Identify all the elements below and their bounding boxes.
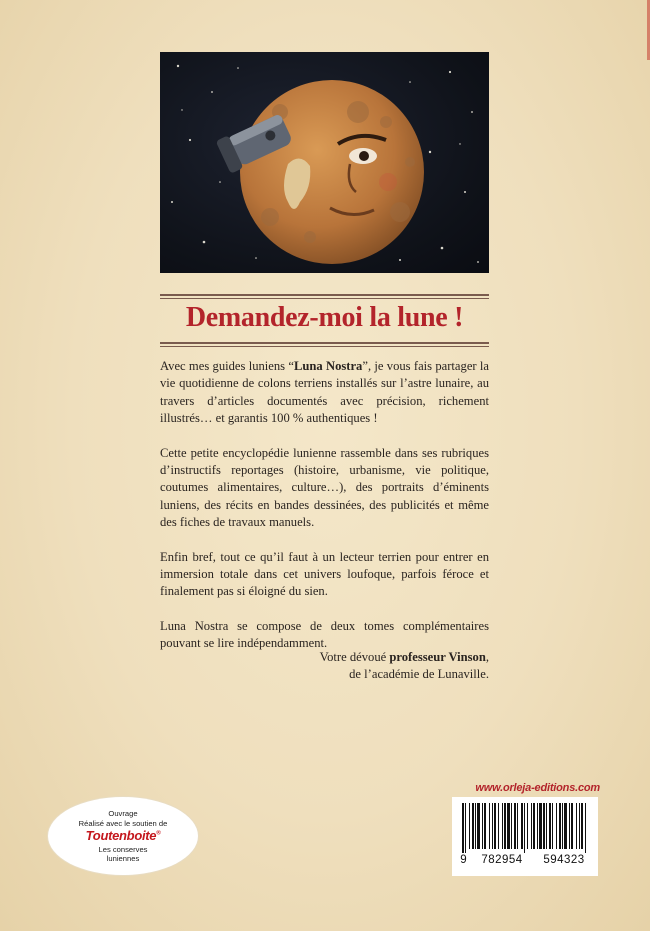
barcode-bar bbox=[502, 803, 503, 849]
paragraph-volumes: Luna Nostra se compose de deux tomes complémentaires pouvant se lire indépendamment. bbox=[160, 618, 489, 651]
barcode-bar bbox=[533, 803, 535, 849]
barcode-bar bbox=[472, 803, 474, 849]
barcode-bar bbox=[514, 803, 516, 849]
title-luna-nostra: Luna Nostra bbox=[293, 359, 363, 373]
signature-line-2: de l’académie de Lunaville. bbox=[349, 667, 489, 682]
barcode-bar bbox=[571, 803, 573, 849]
barcode-bar bbox=[564, 803, 567, 849]
barcode-bar bbox=[581, 803, 583, 849]
sponsor-brand: Toutenboite® bbox=[85, 828, 161, 843]
barcode-bars bbox=[460, 803, 590, 853]
barcode-bar bbox=[465, 803, 466, 853]
barcode-bar bbox=[562, 803, 563, 849]
barcode-bar bbox=[494, 803, 496, 849]
headline: Demandez-moi la lune ! bbox=[185, 302, 464, 333]
barcode-bar bbox=[492, 803, 493, 849]
barcode-bar bbox=[559, 803, 561, 849]
back-cover-text bbox=[160, 358, 489, 670]
barcode-bar bbox=[569, 803, 570, 849]
barcode-bar bbox=[507, 803, 510, 849]
barcode-bar bbox=[579, 803, 580, 849]
sponsor-line-4: Les conserves bbox=[98, 845, 148, 854]
headline-rule-top bbox=[160, 294, 489, 296]
barcode-bar bbox=[469, 803, 470, 849]
barcode-bar bbox=[539, 803, 542, 849]
barcode-bar bbox=[462, 803, 464, 853]
barcode-bar bbox=[504, 803, 506, 849]
barcode-bar bbox=[556, 803, 557, 849]
barcode-bar bbox=[477, 803, 480, 849]
publisher-website[interactable]: www.orleja-editions.com bbox=[475, 782, 600, 794]
signature-line-1: Votre dévoué professeur Vinson, bbox=[319, 650, 489, 664]
barcode-bar bbox=[543, 803, 545, 849]
paragraph-intro: Avec mes guides luniens “Luna Nostra”, je vous fais partager la vie quotidienne de colons terriens installés sur l’astre lunaire, au travers d’articles documentés avec précision, richement illustrés… et garantis 100 % authentiques ! bbox=[160, 359, 489, 426]
barcode-bar bbox=[484, 803, 486, 849]
paragraph-contents: Cette petite encyclopédie lunienne rassemble dans ses rubriques d’instructifs reportages (histoire, urbanisme, vie politique, coutumes alimentaires, culture…), des portraits d’éminents luniens, des récits en bandes dessinées, des publicités et même des fiches de travaux manuels. bbox=[160, 445, 489, 530]
barcode-bar bbox=[511, 803, 512, 849]
barcode-bar bbox=[531, 803, 532, 849]
sponsor-line-2: Réalisé avec le soutien de bbox=[78, 819, 168, 828]
sponsor-line-1: Ouvrage bbox=[108, 809, 138, 818]
barcode-bar bbox=[498, 803, 499, 849]
barcode-bar bbox=[549, 803, 551, 849]
moon-illustration bbox=[160, 52, 489, 273]
barcode-bar bbox=[489, 803, 490, 849]
barcode-bar bbox=[546, 803, 547, 849]
barcode-bar bbox=[537, 803, 538, 849]
barcode-bar bbox=[475, 803, 476, 849]
barcode-bar bbox=[527, 803, 528, 849]
barcode-bar bbox=[524, 803, 525, 853]
isbn-barcode bbox=[452, 797, 598, 876]
barcode-bar bbox=[482, 803, 483, 849]
sponsor-badge bbox=[48, 797, 198, 875]
paragraph-immersion: Enfin bref, tout ce qu’il faut à un lecteur terrien pour entrer en immersion totale dans cet univers loufoque, parfois féroce et finalement pas si éloigné du sien. bbox=[160, 549, 489, 599]
barcode-digits: 9 782954 594323 bbox=[460, 854, 585, 866]
barcode-bar bbox=[521, 803, 523, 849]
sponsor-line-5: luniennes bbox=[106, 854, 140, 863]
barcode-bar bbox=[585, 803, 586, 853]
barcode-bar bbox=[576, 803, 577, 849]
signature bbox=[160, 649, 489, 684]
barcode-bar bbox=[517, 803, 518, 849]
headline-rule-bottom bbox=[160, 342, 489, 344]
barcode-bar bbox=[552, 803, 553, 849]
